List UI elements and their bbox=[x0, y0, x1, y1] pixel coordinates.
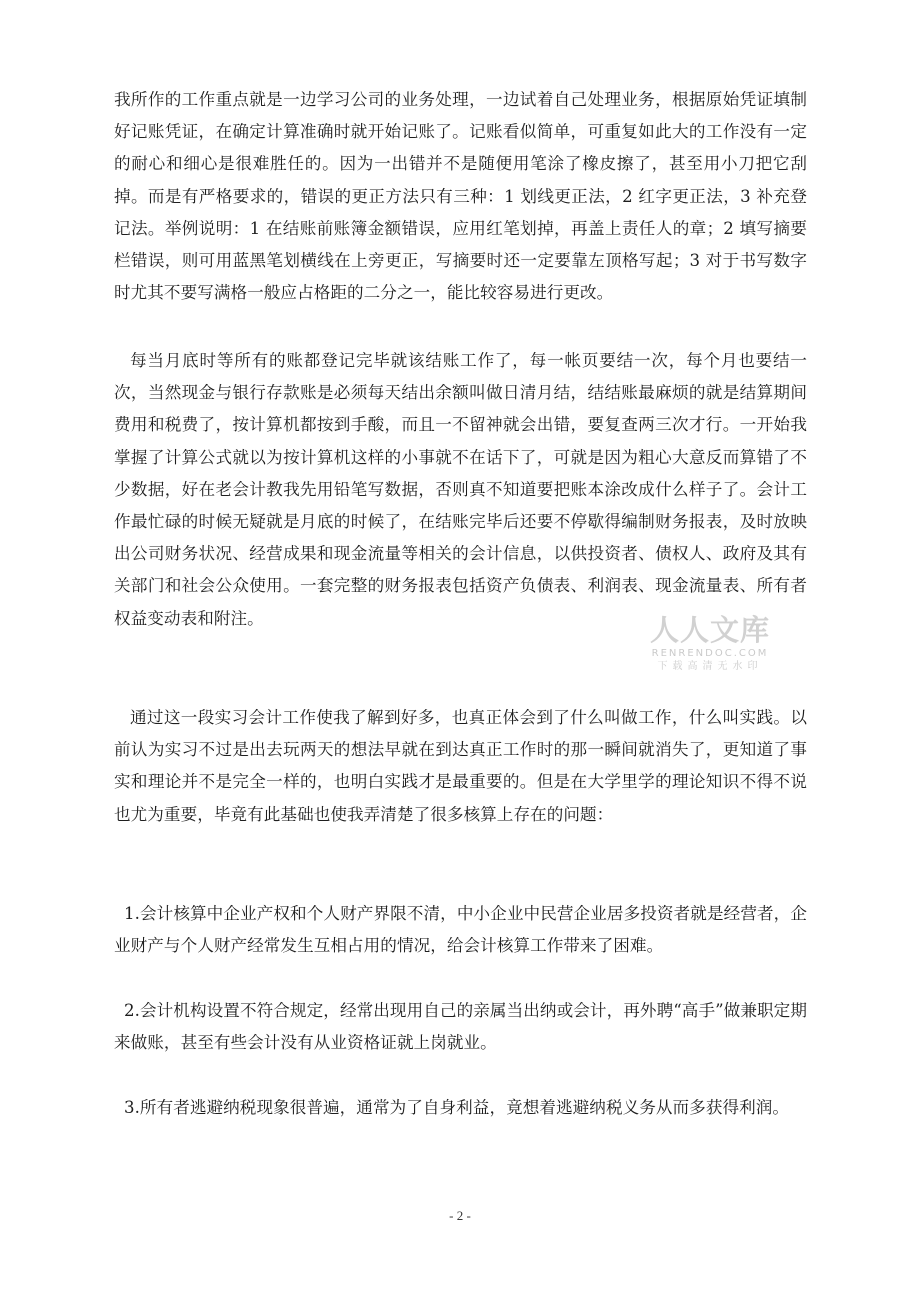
body-paragraph-1: 我所作的工作重点就是一边学习公司的业务处理，一边试着自己处理业务，根据原始凭证填制好记账凭证，在确定计算准确时就开始记账了。记账看似简单，可重复如此大的工作没有一定的耐心和细心是很难胜任的。因为一出错并不是随便用笔涂了橡皮擦了，甚至用小刀把它刮掉。而是有严格要求的，错误的更正方法只有三种：1 划线更正法，2 红字更正法，3 补充登记法。举例说明：1 在结账前账簿金额错误，应用红笔划掉，再盖上责任人的章；2 填写摘要栏错误，则可用蓝黑笔划横线在上旁更正，写摘要时还一定要靠左顶格写起；3 对于书写数字时尤其不要写满格一般应占格距的二分之一，能比较容易进行更改。 bbox=[114, 90, 807, 303]
watermark-subtitle: 下载高清无水印 bbox=[657, 661, 763, 672]
watermark-domain: RENRENDOC.COM bbox=[651, 648, 769, 659]
page-number: - 2 - bbox=[449, 1208, 471, 1223]
list-item-1: 1.会计核算中企业产权和个人财产界限不清，中小企业中民营企业居多投资者就是经营者，企业财产与个人财产经常发生互相占用的情况，给会计核算工作带来了困难。 bbox=[114, 904, 807, 956]
watermark-title: 人人文库 bbox=[649, 613, 770, 647]
body-paragraph-2: 每当月底时等所有的账都登记完毕就该结账工作了，每一帐页要结一次，每个月也要结一次，当然现金与银行存款账是必须每天结出余额叫做日清月结，结结账最麻烦的就是结算期间费用和税费了，按计算机都按到手酸，而且一不留神就会出错，要复查两三次才行。一开始我掌握了计算公式就以为按计算机这样的小事就不在话下了，可就是因为粗心大意反而算错了不少数据，好在老会计教我先用铅笔写数据，否则真不知道要把账本涂改成什么样子了。会计工作最忙碌的时候无疑就是月底的时候了，在结账完毕后还要不停歇得编制财务报表，及时放映出公司财务状况、经营成果和现金流量等相关的会计信息，以供投资者、债权人、政府及其有关部门和社会公众使用。一套完整的财务报表包括资产负债表、利润表、现金流量表、所有者权益变动表和附注。 bbox=[114, 351, 807, 628]
body-paragraph-3: 通过这一段实习会计工作使我了解到好多，也真正体会到了什么叫做工作，什么叫实践。以前认为实习不过是出去玩两天的想法早就在到达真正工作时的那一瞬间就消失了，更知道了事实和理论并不是完全一样的，也明白实践才是最重要的。但是在大学里学的理论知识不得不说也尤为重要，毕竟有此基础也使我弄清楚了很多核算上存在的问题： bbox=[114, 708, 807, 824]
watermark-logo bbox=[640, 613, 780, 674]
list-item-3: 3.所有者逃避纳税现象很普遍，通常为了自身利益，竟想着逃避纳税义务从而多获得利润。 bbox=[124, 1098, 790, 1117]
list-item-2: 2.会计机构设置不符合规定，经常出现用自己的亲属当出纳或会计，再外聘“高手”做兼职定期来做账，甚至有些会计没有从业资格证就上岗就业。 bbox=[114, 1001, 807, 1053]
